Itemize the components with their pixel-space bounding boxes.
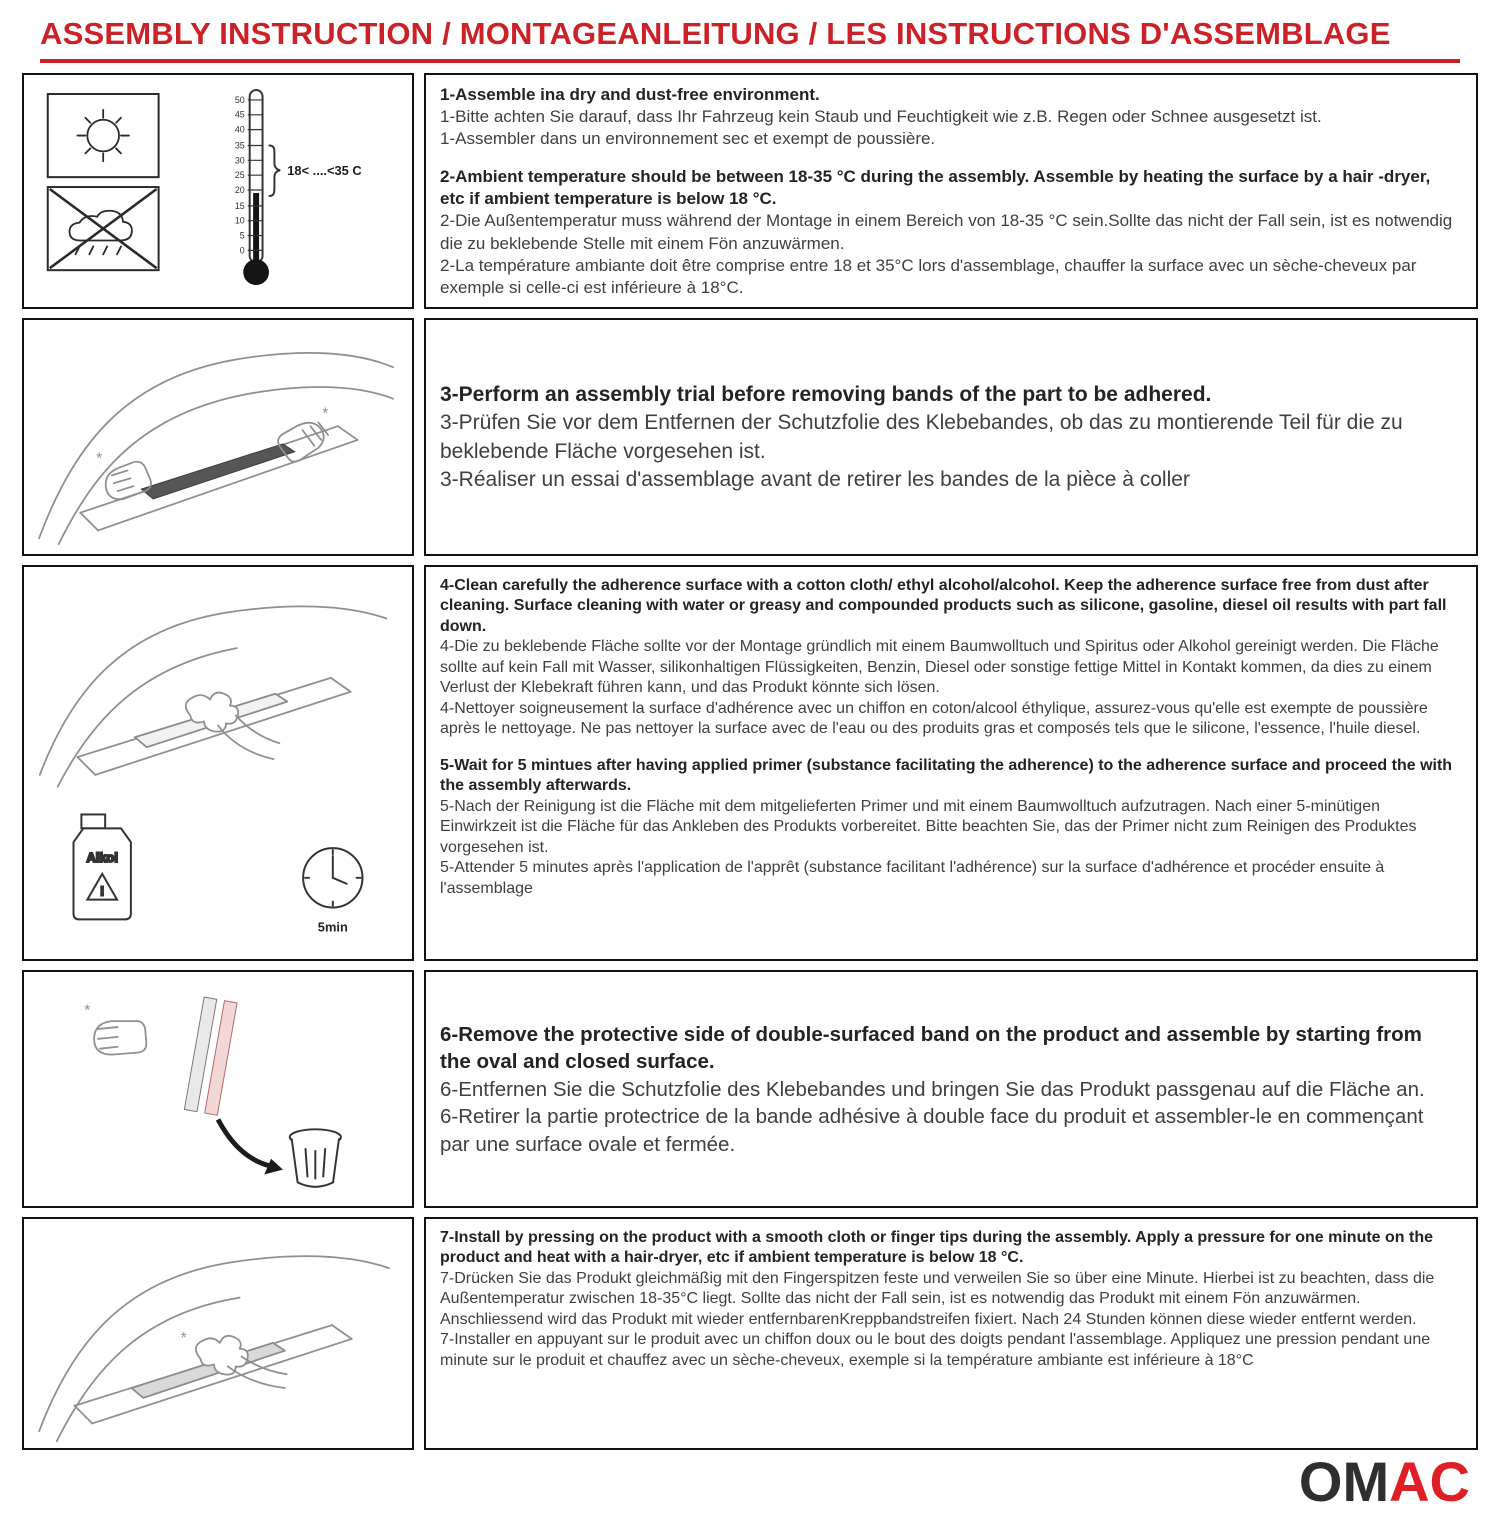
- temperature-illustration: [24, 75, 412, 307]
- instruction-rows: [22, 73, 1478, 1450]
- svg-text:5: 5: [239, 230, 245, 241]
- arrow-to-trash: [218, 1119, 269, 1165]
- illustration-clean-surface: [22, 565, 414, 961]
- clock-duration-label: 5min: [317, 919, 348, 935]
- sparkle-mark: *: [96, 450, 103, 468]
- step7-de: 7-Drücken Sie das Produkt gleichmäßig mit den Fingerspitzen feste und verweilen Sie so über eine Minute. Hierbei ist zu beachten, dass die Außentemperatur zwischen 18-35°C liegt. Sollte das nicht der Fall sein, ist es notwendig das Produkt mit einem Fön anzuwärmen. Anschliessend wird das Produkt mit wieder entfernbarenKreppbandstreifen fixiert. Nach 24 Stunden können diese wieder entfernt werden.: [440, 1269, 1435, 1328]
- thermometer-icon: [235, 90, 362, 285]
- omac-logo: [1298, 1450, 1470, 1513]
- peel-band-illustration: [24, 972, 412, 1206]
- cleaning-illustration: [24, 567, 412, 959]
- sill-trim-strip: [141, 444, 294, 499]
- step2-fr: 2-La température ambiante doit être comprise entre 18 et 35°C lors d'assemblage, chauffer la surface avec un sèche-cheveux par exemple si celle-ci est inférieure à 18°C.: [440, 255, 1417, 297]
- logo-text-om: OM: [1298, 1450, 1390, 1513]
- clock-icon: [303, 848, 362, 907]
- svg-text:40: 40: [234, 124, 245, 135]
- protective-strips-icon: [184, 997, 237, 1115]
- instruction-text-3: [424, 565, 1478, 961]
- step4-de: 4-Die zu beklebende Fläche sollte vor der Montage gründlich mit einem Baumwolltuch und Spiritus oder Alkohol gereinigt werden. Die Fläche sollte auf kein Fall mit Wasser, silikonhaltigen Flüssigkeiten, Benzin, Diesel oder sonstige fettige Mittel in Kontakt kommen, da dies zu einem Verlust der Klebekraft führen kann, und das Produkt könnte sich lösen.: [440, 638, 1439, 697]
- step5-en: 5-Wait for 5 mintues after having applied primer (substance facilitating the adherence) to the adherence surface and proceed the with the assembly afterwards.: [440, 756, 1453, 795]
- step6-de: 6-Entfernen Sie die Schutzfolie des Klebebandes und bringen Sie das Produkt passgenau auf die Fläche an.: [440, 1077, 1425, 1101]
- step4-en: 4-Clean carefully the adherence surface with a cotton cloth/ ethyl alcohol/alcohol. Keep the adherence surface free from dust after cleaning. Surface cleaning with water or greasy and compounded products such as silicone, gasoline, diesel oil results with part fall down.: [440, 577, 1447, 635]
- page-title: ASSEMBLY INSTRUCTION / MONTAGEANLEITUNG / LES INSTRUCTIONS D'ASSEMBLAGE: [40, 16, 1391, 51]
- instruction-row-2: [22, 318, 1478, 556]
- step5-fr: 5-Attender 5 minutes après l'application de l'apprêt (substance facilitant l'adhérence) sur la surface d'adhérence et procéder ensuite à l'assemblage: [440, 859, 1385, 897]
- press-illustration: [24, 1219, 412, 1448]
- sparkle-mark: *: [180, 1329, 187, 1347]
- instruction-row-3: [22, 565, 1478, 961]
- instruction-text-4: [424, 970, 1478, 1208]
- step2-en: 2-Ambient temperature should be between 18-35 °C during the assembly. Assemble by heating the surface by a hair -dryer, etc if ambient temperature is below 18 °C.: [440, 167, 1431, 209]
- illustration-temperature-conditions: [22, 73, 414, 309]
- range-bracket: [269, 145, 280, 195]
- step3-en: 3-Perform an assembly trial before removing bands of the part to be adhered.: [440, 383, 1212, 407]
- step1-en: 1-Assemble ina dry and dust-free environment.: [440, 85, 820, 104]
- svg-text:20: 20: [234, 184, 245, 195]
- title-underline: [40, 59, 1460, 63]
- sparkle-mark: *: [84, 1002, 91, 1020]
- step7-en: 7-Install by pressing on the product with a smooth cloth or finger tips during the assembly. Apply a pressure for one minute on the product and heat with a hair-dryer, etc if ambient temperature is below 18 °C.: [440, 1229, 1433, 1267]
- door-sill-trial-illustration: [24, 320, 412, 554]
- step6-fr: 6-Retirer la partie protectrice de la bande adhésive à double face du produit et assembler-le en commençant par une surface ovale et fermée.: [440, 1105, 1424, 1156]
- svg-text:45: 45: [234, 109, 245, 120]
- illustration-remove-band: [22, 970, 414, 1208]
- logo-text-ac: AC: [1389, 1450, 1470, 1513]
- sparkle-mark: *: [322, 405, 329, 423]
- no-rain-cross-icon: [50, 189, 157, 268]
- step1-de: 1-Bitte achten Sie darauf, dass Ihr Fahrzeug kein Staub und Feuchtigkeit wie z.B. Regen oder Schnee ausgesetzt ist.: [440, 107, 1322, 127]
- instruction-row-1: [22, 73, 1478, 309]
- right-hand-icon: [278, 422, 328, 461]
- trash-can-icon: [290, 1129, 341, 1187]
- svg-text:50: 50: [234, 94, 245, 105]
- illustration-press-product: [22, 1217, 414, 1450]
- step1-fr: 1-Assembler dans un environnement sec et exempt de poussière.: [440, 129, 936, 149]
- svg-text:30: 30: [234, 155, 245, 166]
- alcohol-label: Alkol: [86, 849, 118, 865]
- svg-text:0: 0: [239, 245, 245, 256]
- warning-exclamation: !: [100, 883, 105, 899]
- left-hand-icon: [106, 462, 151, 499]
- step3-de: 3-Prüfen Sie vor dem Entfernen der Schutzfolie des Klebebandes, ob das zu montierende Teil für die zu beklebende Fläche vorgesehen ist.: [440, 411, 1403, 463]
- svg-text:35: 35: [234, 140, 245, 151]
- instruction-text-5: [424, 1217, 1478, 1450]
- step3-fr: 3-Réaliser un essai d'assemblage avant de retirer les bandes de la pièce à coller: [440, 467, 1190, 491]
- step6-en: 6-Remove the protective side of double-surfaced band on the product and assemble by starting from the oval and closed surface.: [440, 1022, 1422, 1074]
- sun-box: [48, 94, 159, 177]
- alcohol-bottle-icon: [73, 814, 130, 919]
- instruction-text-2: [424, 318, 1478, 556]
- instruction-row-4: [22, 970, 1478, 1208]
- instruction-row-5: [22, 1217, 1478, 1450]
- svg-text:25: 25: [234, 170, 245, 181]
- svg-text:15: 15: [234, 200, 245, 211]
- svg-text:10: 10: [234, 215, 245, 226]
- step4-fr: 4-Nettoyer soigneusement la surface d'adhérence avec un chiffon en coton/alcool éthylique, assurez-vous qu'elle est exempte de poussière après le nettoyage. Ne pas nettoyer la surface avec de l'eau ou des produits gras et composés tels que le silicone, l'essence, l'huile diesel.: [440, 699, 1428, 738]
- instruction-text-1: [424, 73, 1478, 309]
- illustration-assembly-trial: [22, 318, 414, 556]
- hand-icon: [94, 1021, 146, 1055]
- step2-de: 2-Die Außentemperatur muss während der Montage in einem Bereich von 18-35 °C sein.Sollte das nicht der Fall sein, ist es notwendig die zu beklebende Stelle mit einem Fön anzuwärmen.: [440, 211, 1453, 253]
- step5-de: 5-Nach der Reinigung ist die Fläche mit dem mitgelieferten Primer und mit einem Baumwolltuch aufzutragen. Nach einer 5-minütigen Einwirkzeit ist die Fläche für das Ankleben des Produkts vorbereitet. Bitte beachten Sie, das der Primer nicht zum Reinigen des Produktes vorgesehen ist.: [440, 797, 1417, 856]
- temperature-range-label: 18< ....<35 C: [287, 163, 362, 179]
- sun-icon: [77, 110, 128, 161]
- step7-fr: 7-Installer en appuyant sur le produit avec un chiffon doux ou le bout des doigts pendant l'assemblage. Appliquez une pression pendant une minute sur le produit et chauffez avec un sèche-cheveux, exemple si la température ambiante est inférieure à 18°C: [440, 1331, 1431, 1369]
